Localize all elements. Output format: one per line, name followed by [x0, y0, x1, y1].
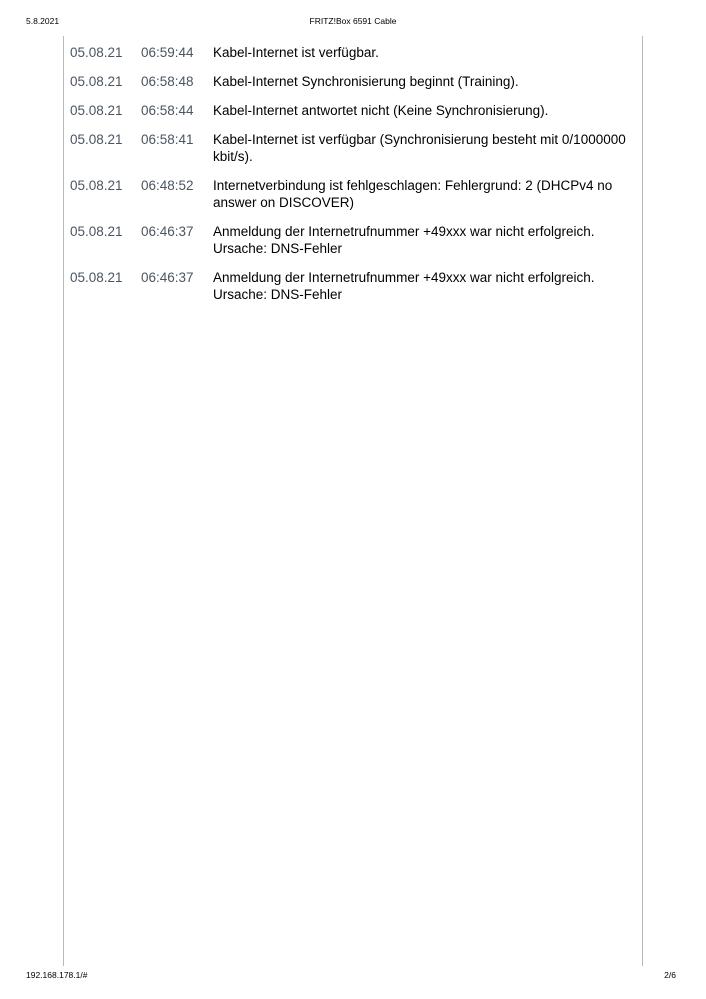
- log-entry-time: 06:58:44: [141, 103, 194, 118]
- log-entry: [70, 102, 640, 119]
- log-entry-time: 06:46:37: [141, 270, 194, 285]
- log-entry-message: Anmeldung der Internetrufnummer +49xxx war nicht erfolgreich. Ursache: DNS-Fehler: [213, 224, 595, 256]
- log-entry: [70, 223, 640, 257]
- log-entry: [70, 269, 640, 303]
- log-entry-date: 05.08.21: [70, 270, 123, 285]
- log-entry-date: 05.08.21: [70, 178, 123, 193]
- log-entry-time: 06:46:37: [141, 224, 194, 239]
- page-url: 192.168.178.1/#: [26, 970, 88, 980]
- log-entry-time: 06:58:48: [141, 74, 194, 89]
- log-entry-message: Kabel-Internet antwortet nicht (Keine Synchronisierung).: [213, 103, 549, 118]
- print-header: [0, 16, 706, 30]
- log-entry-date: 05.08.21: [70, 74, 123, 89]
- log-entry-time: 06:48:52: [141, 178, 194, 193]
- log-entry: [70, 73, 640, 90]
- log-entry-date: 05.08.21: [70, 103, 123, 118]
- log-entry-date: 05.08.21: [70, 132, 123, 147]
- print-footer: [0, 970, 706, 984]
- content-border-left: [63, 36, 64, 966]
- log-entry-date: 05.08.21: [70, 45, 123, 60]
- log-entry-message: Kabel-Internet Synchronisierung beginnt (Training).: [213, 74, 519, 89]
- log-entry-time: 06:58:41: [141, 132, 194, 147]
- event-log-list: [70, 44, 640, 315]
- page-title: FRITZ!Box 6591 Cable: [309, 16, 397, 26]
- log-entry-message: Kabel-Internet ist verfügbar (Synchronisierung besteht mit 0/1000000 kbit/s).: [213, 132, 626, 164]
- log-entry: [70, 44, 640, 61]
- log-entry-message: Internetverbindung ist fehlgeschlagen: Fehlergrund: 2 (DHCPv4 no answer on DISCOVER): [213, 178, 613, 210]
- print-date: 5.8.2021: [26, 16, 60, 26]
- page-number: 2/6: [664, 970, 676, 980]
- log-entry: [70, 131, 640, 165]
- content-border-right: [642, 36, 643, 966]
- log-entry: [70, 177, 640, 211]
- log-entry-time: 06:59:44: [141, 45, 194, 60]
- log-entry-message: Kabel-Internet ist verfügbar.: [213, 45, 379, 60]
- log-entry-date: 05.08.21: [70, 224, 123, 239]
- log-entry-message: Anmeldung der Internetrufnummer +49xxx war nicht erfolgreich. Ursache: DNS-Fehler: [213, 270, 595, 302]
